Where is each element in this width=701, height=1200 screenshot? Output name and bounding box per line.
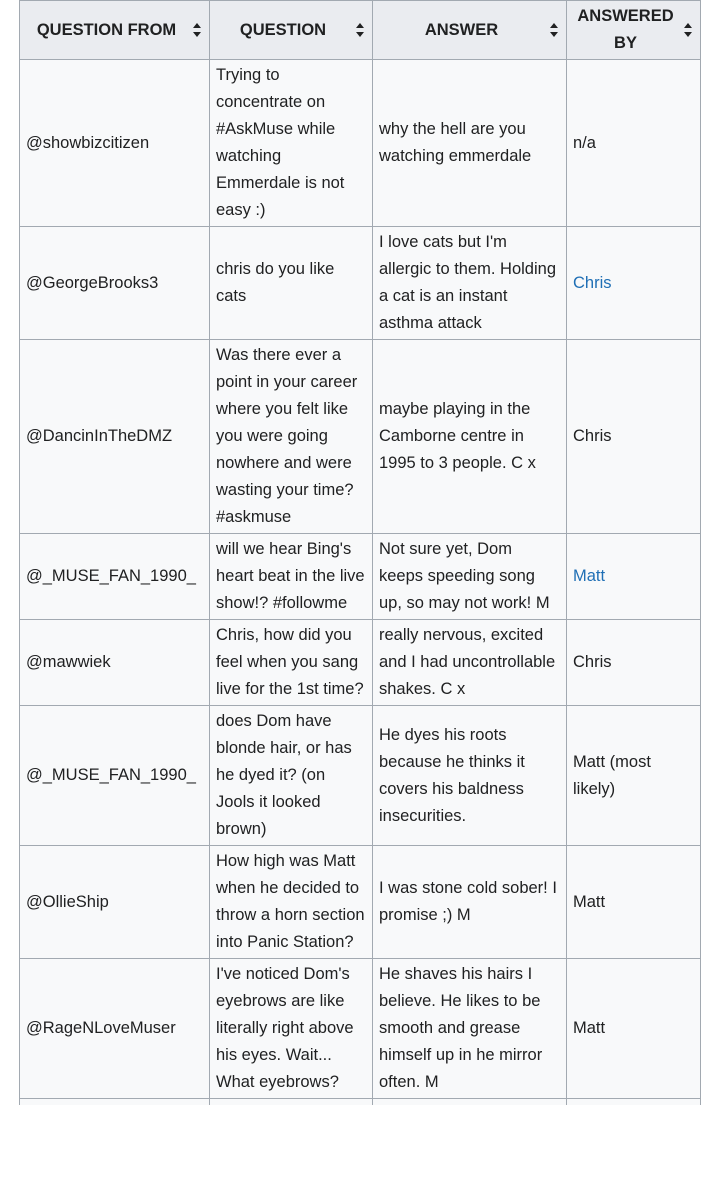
cell-question-from: @RageNLoveMuser	[20, 959, 210, 1099]
cell-question-from: @_MUSE_FAN_1990_	[20, 534, 210, 620]
sort-icon[interactable]	[684, 23, 692, 37]
cell-question: How high was Matt when he decided to throw a horn section into Panic Station?	[210, 846, 373, 959]
answered-by-text: Chris	[573, 653, 612, 671]
cell-answered-by	[567, 534, 701, 620]
answered-by-text: Chris	[573, 427, 612, 445]
cell-answer: maybe playing in the Camborne centre in 1995 to 3 people. C x	[373, 340, 567, 534]
cell-answer: I was stone cold sober! I promise ;) M	[373, 846, 567, 959]
cell-question: Was there ever a point in your career where you felt like you were going nowhere and were wasting your time? #askmuse	[210, 340, 373, 534]
cell-question: Trying to concentrate on #AskMuse while watching Emmerdale is not easy :)	[210, 60, 373, 227]
cell-question: will we hear Bing's heart beat in the live show!? #followme	[210, 534, 373, 620]
header-label: QUESTION	[239, 20, 327, 39]
table-row	[20, 846, 701, 959]
table-row	[20, 706, 701, 846]
cell-question-from: @mawwiek	[20, 620, 210, 706]
cell-question: chris do you like cats	[210, 227, 373, 340]
cell-answer: really nervous, excited and I had uncontrollable shakes. C x	[373, 620, 567, 706]
sort-icon[interactable]	[550, 23, 558, 37]
answered-by-text: Matt	[573, 892, 606, 911]
header-answered-by[interactable]	[567, 1, 701, 60]
header-row	[20, 1, 701, 60]
table-row	[20, 60, 701, 227]
cell-question-from: @OllieShip	[20, 846, 210, 959]
header-answer[interactable]	[373, 1, 567, 60]
cell-answer: why the hell are you watching emmerdale	[373, 60, 567, 227]
table-row-partial	[20, 1099, 701, 1106]
cell-answered-by	[567, 340, 701, 534]
qa-table-container	[19, 0, 700, 1105]
cell-answer: He dyes his roots because he thinks it covers his baldness insecurities.	[373, 706, 567, 846]
sort-icon[interactable]	[356, 23, 364, 37]
table-row	[20, 620, 701, 706]
header-label: ANSWERED BY	[577, 7, 674, 52]
table-row	[20, 534, 701, 620]
cell-answered-by	[567, 706, 701, 846]
cell-question-from: @DancinInTheDMZ	[20, 340, 210, 534]
answered-by-text: Matt (most likely)	[573, 752, 651, 798]
answered-by-text: Matt	[573, 1019, 606, 1037]
table-row	[20, 227, 701, 340]
cell-question: does Dom have blonde hair, or has he dyed it? (on Jools it looked brown)	[210, 706, 373, 846]
qa-table	[19, 0, 701, 1105]
table-row	[20, 340, 701, 534]
cell-answered-by	[567, 227, 701, 340]
answered-by-link[interactable]: Chris	[573, 273, 612, 292]
answered-by-text: n/a	[573, 133, 596, 152]
cell-question: Chris, how did you feel when you sang live for the 1st time?	[210, 620, 373, 706]
cell-question-from: @showbizcitizen	[20, 60, 210, 227]
sort-icon[interactable]	[193, 23, 201, 37]
cell-answered-by	[567, 60, 701, 227]
cell-question-from: @GeorgeBrooks3	[20, 227, 210, 340]
header-label: ANSWER	[424, 20, 499, 39]
cell-answered-by	[567, 846, 701, 959]
header-label: QUESTION FROM	[36, 20, 177, 39]
cell-question: I've noticed Dom's eyebrows are like literally right above his eyes. Wait... What eyebrows?	[210, 959, 373, 1099]
table-row	[20, 959, 701, 1099]
cell-answer: He shaves his hairs I believe. He likes to be smooth and grease himself up in he mirror often. M	[373, 959, 567, 1099]
cell-answer: I love cats but I'm allergic to them. Holding a cat is an instant asthma attack	[373, 227, 567, 340]
cell-answered-by	[567, 620, 701, 706]
cell-answered-by	[567, 959, 701, 1099]
cell-answer: Not sure yet, Dom keeps speeding song up, so may not work! M	[373, 534, 567, 620]
header-question[interactable]	[210, 1, 373, 60]
answered-by-link[interactable]: Matt	[573, 567, 606, 585]
header-question-from[interactable]	[20, 1, 210, 60]
cell-question-from: @_MUSE_FAN_1990_	[20, 706, 210, 846]
